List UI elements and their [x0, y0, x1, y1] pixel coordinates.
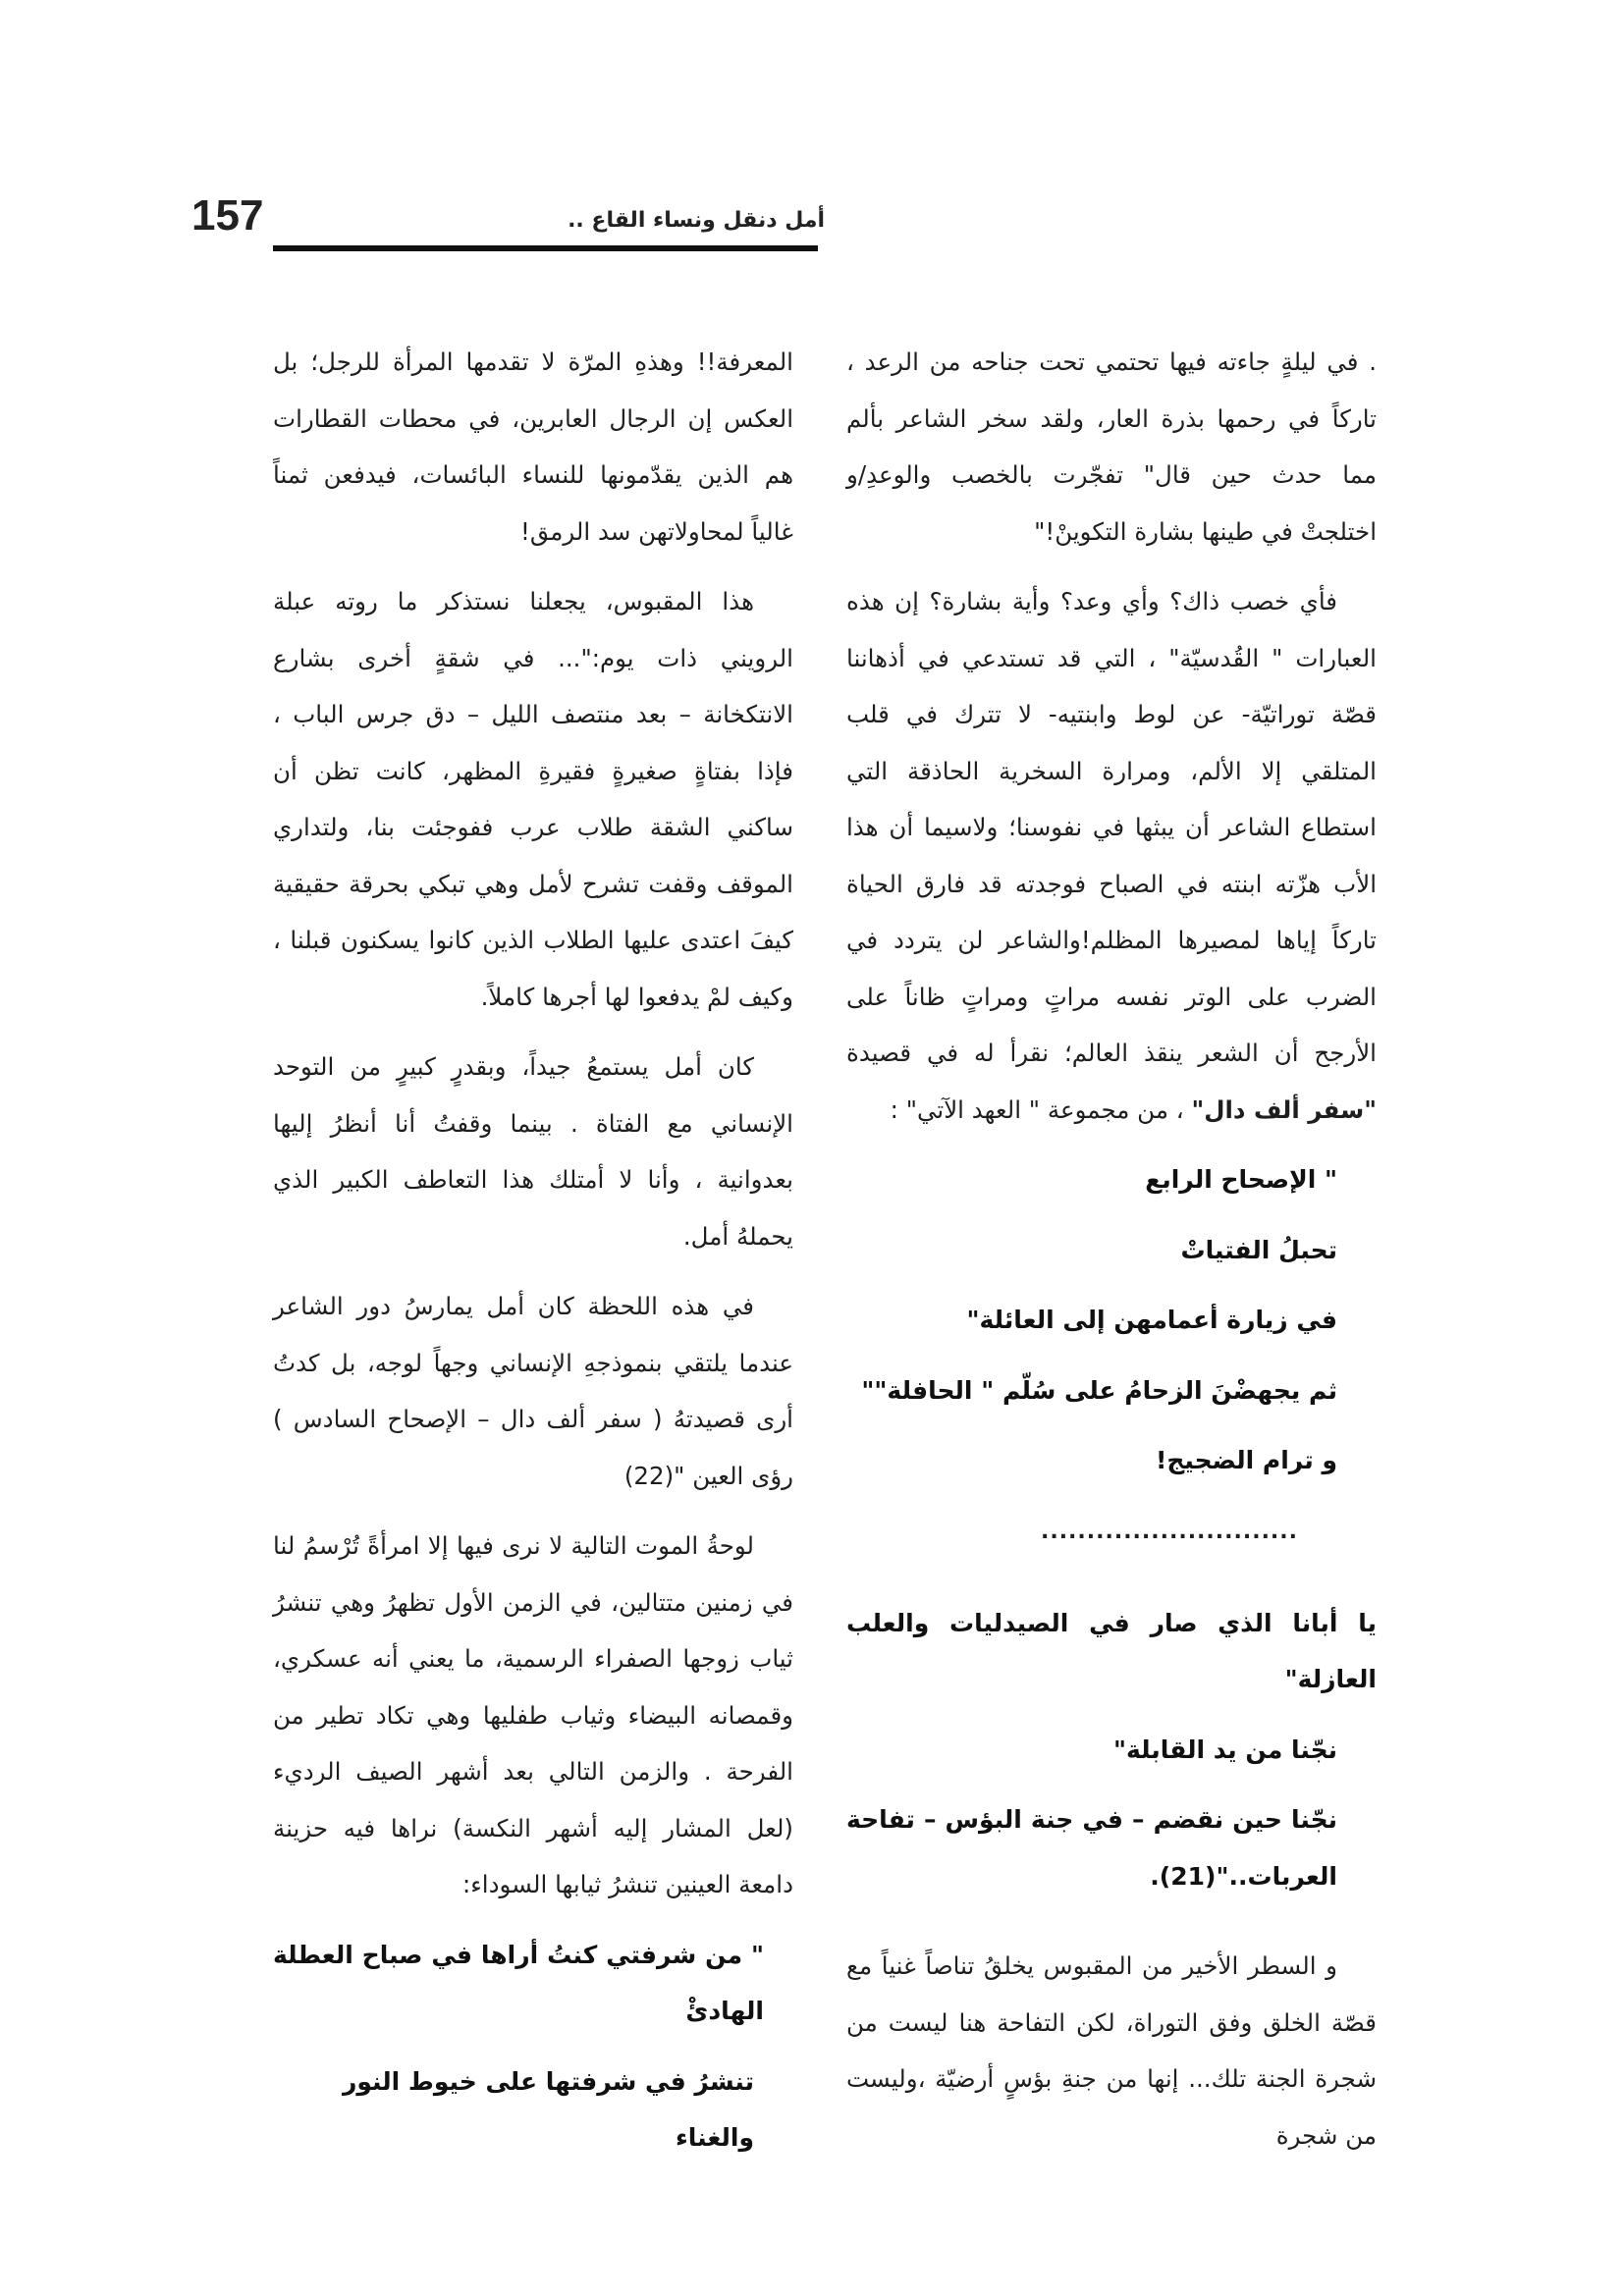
paragraph-text: ، من مجموعة " العهد الآتي" : [890, 1095, 1184, 1124]
paragraph: و السطر الأخير من المقبوس يخلقُ تناصاً غنياً مع قصّة الخلق وفق التوراة، لكن التفاحة هنا ليست من شجرة الجنة تلك... إنها من جنةِ بؤسٍ أرضيّة ،وليست من شجرة [846, 1951, 1377, 2150]
verse-line: نجّنا من يد القابلة" [1112, 1735, 1337, 1764]
paragraph-text: فأي خصب ذاك؟ وأي وعد؟ وأية بشارة؟ إن هذه العبارات " القُدسيّة" ، التي قد تستدعي في أذهاننا قصّة توراتيّة- عن لوط وابنتيه- لا تترك في قلب المتلقي إلا الألم، ومرارة السخرية الحاذقة التي استطاع الشاعر أن يبثها في نفوسنا؛ ولاسيما أن هذا الأب هزّته ابنته في الصباح فوجدته قد فارق الحياة تاركاً إياها لمصيرها المظلم!والشاعر لن يتردد في الضرب على الوتر نفسه مراتٍ ومراتٍ ظاناً على الأرجح أن الشعر ينقذ العالم؛ نقرأ له في قصيدة [846, 587, 1377, 1067]
verse-line: تحبلُ الفتياتْ [1180, 1235, 1337, 1264]
verse-line: يا أبانا الذي صار في الصيدليات والعلب العازلة" [846, 1608, 1377, 1693]
verse-line: تنشرُ في شرفتها على خيوط النور والغناء [342, 2066, 754, 2152]
verse-line: " الإصحاح الرابع [1145, 1165, 1337, 1194]
paragraph: المعرفة!! وهذهِ المرّة لا تقدمها المرأة للرجل؛ بل العكس إن الرجال العابرين، في محطات القطارات هم الذين يقدّمونها للنساء البائسات، فيدفعن ثمناً غالياً لمحاولاتهن سد الرمق! [273, 347, 793, 546]
verse-line: في زيارة أعمامهن إلى العائلة" [966, 1306, 1337, 1334]
spacer [846, 1918, 1377, 1938]
header-rule [273, 245, 818, 251]
verse-line: و ترام الضجيج! [1155, 1446, 1337, 1474]
paragraph: في هذه اللحظة كان أمل يمارسُ دور الشاعر عندما يلتقي بنموذجهِ الإنساني وجهاً لوجه، بل كدتُ أرى قصيدتهُ ( سفر ألف دال – الإصحاح السادس ) رؤى العين "(22) [273, 1292, 793, 1490]
left-column [273, 334, 793, 2180]
separator-dots: ............................ [1040, 1519, 1298, 1544]
running-title: أمل دنقل ونساء القاع .. [568, 208, 825, 233]
verse-line: نجّنا حين نقضم – في جنة البؤس – تفاحة العربات.."(21). [846, 1805, 1337, 1891]
page-number: 157 [191, 191, 264, 240]
paragraph: لوحةُ الموت التالية لا نرى فيها إلا امرأةً تُرْسمُ لنا في زمنين متتالين، في الزمن الأول تظهرُ وهي تنشرُ ثياب زوجها الصفراء الرسمية، ما يعني أنه عسكري، وقمصانه البيضاء وثياب طفليها وهي تكاد تطير من الفرحة . والزمن التالي بعد أشهر الصيف الرديء (لعل المشار إليه أشهر النكسة) نراها فيه حزينة دامعة العينين تنشرُ ثيابها السوداء: [273, 1531, 793, 1898]
poem-title: "سفر ألف دال" [1191, 1095, 1377, 1124]
paragraph: هذا المقبوس، يجعلنا نستذكر ما روته عبلة الرويني ذات يوم:"... في شقةٍ أخرى بشارع الانتكخانة – بعد منتصف الليل – دق جرس الباب ، فإذا بفتاةٍ صغيرةٍ فقيرةِ المظهر، كانت تظن أن ساكني الشقة طلاب عرب ففوجئت بنا، ولتداري الموقف وقفت تشرح لأمل وهي تبكي بحرقة حقيقية كيفَ اعتدى عليها الطلاب الذين كانوا يسكنون قبلنا ، وكيف لمْ يدفعوا لها أجرها كاملاً. [273, 587, 793, 1011]
verse-line: ثم يجهضْنَ الزحامُ على سُلّم " الحافلة"" [861, 1375, 1337, 1405]
spacer [846, 1575, 1377, 1595]
right-column [846, 334, 1377, 2177]
verse-line: " من شرفتي كنتُ أراها في صباح العطلة الهادئْ [273, 1940, 764, 2025]
paragraph: . في ليلةٍ جاءته فيها تحتمي تحت جناحه من الرعد ، تاركاً في رحمها بذرة العار، ولقد سخر الشاعر بألم مما حدث حين قال" تفجّرت بالخصب والوعدِ/و اختلجتْ في طينها بشارة التكوينْ!" [846, 347, 1377, 546]
paragraph: كان أمل يستمعُ جيداً، وبقدرٍ كبيرٍ من التوحد الإنساني مع الفتاة . بينما وقفتُ أنا أنظرُ إليها بعدوانية ، وأنا لا أمتلك هذا التعاطف الكبير الذي يحملهُ أمل. [273, 1052, 793, 1251]
paragraph [846, 573, 1377, 1138]
